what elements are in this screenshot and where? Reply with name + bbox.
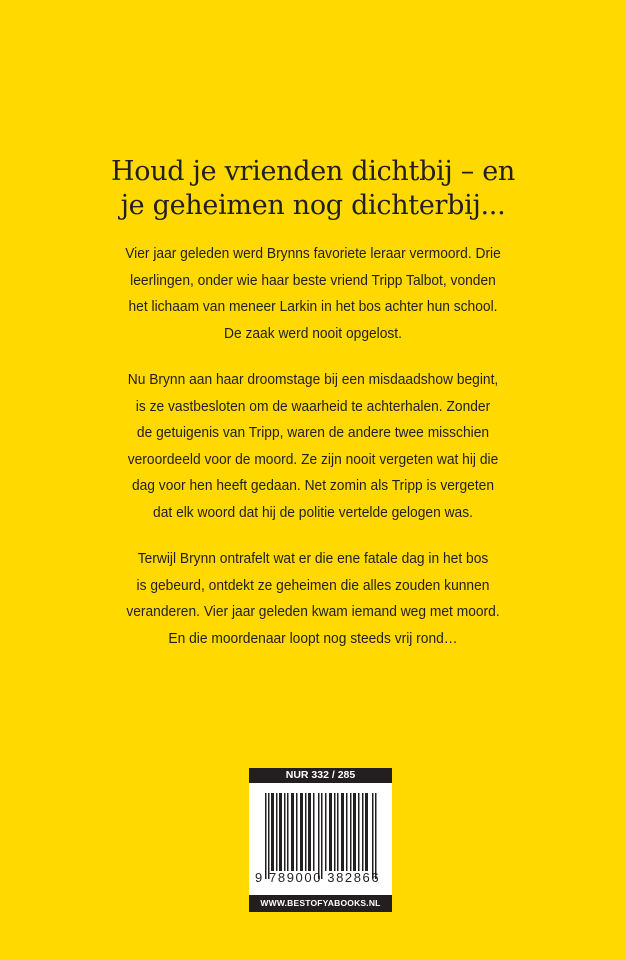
text-line: De zaak werd nooit opgelost. [224,324,402,342]
text-line: Terwijl Brynn ontrafelt wat er die ene fatale dag in het bos [137,550,489,567]
text-line: veranderen. Vier jaar geleden kwam iemand weg met moord. [126,603,500,620]
text-line: veroordeeld voor de moord. Ze zijn nooit vergeten wat hij die [127,450,499,468]
blurb-paragraph-2 [0,367,626,526]
nur-code: NUR 332 / 285 [249,768,392,783]
blurb-paragraph-3 [0,546,626,652]
tagline [0,155,626,223]
tagline-line: Houd je vrienden dichtbij – en [111,156,515,187]
text-line: Vier jaar geleden werd Brynns favoriete leraar vermoord. Drie [125,245,501,262]
text-line: is gebeurd, ontdekt ze geheimen die alles zouden kunnen [136,576,490,594]
text-line: is ze vastbesloten om de waarheid te achterhalen. Zonder [135,397,491,415]
publisher-website: WWW.BESTOFYABOOKS.NL [249,895,392,912]
tagline-line: je geheimen nog dichterbij... [120,190,506,221]
text-line: Nu Brynn aan haar droomstage bij een misdaadshow begint, [127,371,499,388]
isbn-digits: 9 789000 382866 [255,870,381,885]
text-line: En die moordenaar loopt nog steeds vrij rond… [168,629,458,647]
text-line: dat elk woord dat hij de politie vertelde gelogen was. [153,503,473,521]
barcode-icon [265,793,377,879]
text-line: leerlingen, onder wie haar beste vriend Tripp Talbot, vonden [130,271,496,289]
blurb-paragraph-1 [0,241,626,347]
text-line: het lichaam van meneer Larkin in het bos achter hun school. [128,298,498,315]
barcode-box [249,768,392,912]
text-line: dag voor hen heeft gedaan. Net zomin als Tripp is vergeten [131,477,495,494]
text-line: de getuigenis van Tripp, waren de andere twee misschien [136,424,490,441]
